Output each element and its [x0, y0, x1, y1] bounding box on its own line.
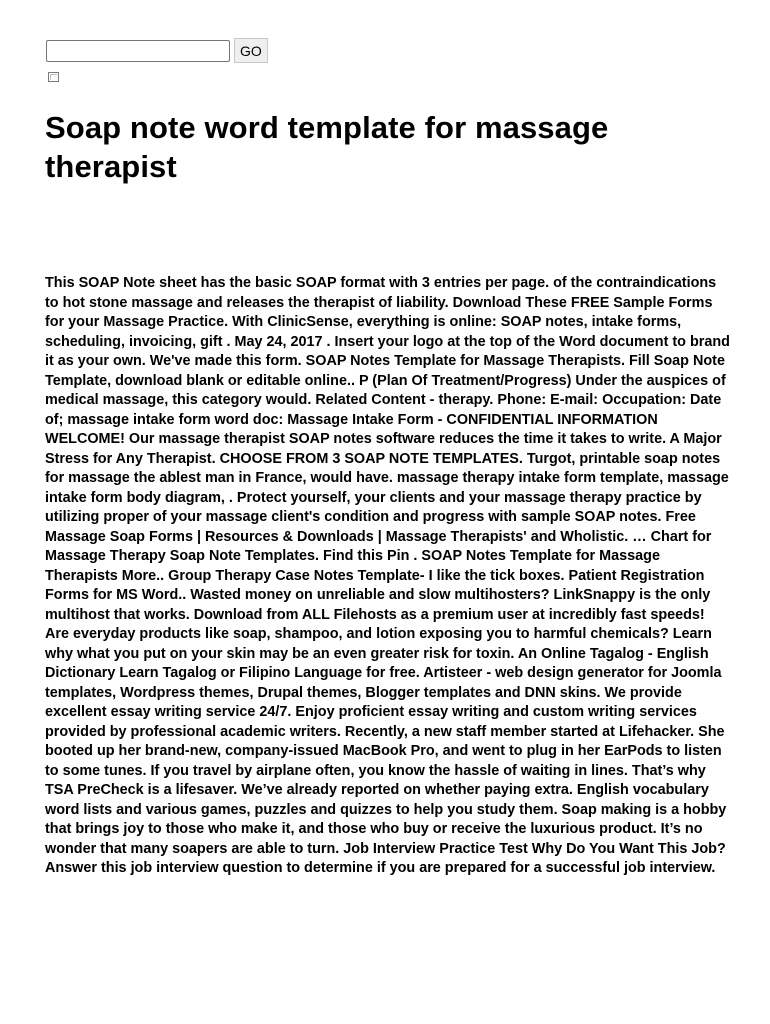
page-title: Soap note word template for massage therapist: [45, 110, 609, 184]
go-button[interactable]: GO: [234, 38, 268, 63]
search-input[interactable]: [46, 40, 230, 62]
broken-image-icon: [48, 72, 59, 82]
article-body: This SOAP Note sheet has the basic SOAP format with 3 entries per page. of the contraindications to hot stone massage and releases the therapist of liability. Download These FREE Sample Forms for your Massage Practice. With ClinicSense, everything is online: SOAP notes, intake forms, scheduling, invoicing, gift . May 24, 2017 . Insert your logo at the top of the Word document to brand it as your own. We've made this form. SOAP Notes Template for Massage Therapists. Fill Soap Note Template, download blank or editable online.. P (Plan Of Treatment/Progress) Under the auspices of medical massage, this category would. Related Content - therapy. Phone: E-mail: Occupation: Date of; massage intake form word doc: Massage Intake Form - CONFIDENTIAL INFORMATION WELCOME! Our massage therapist SOAP notes software reduces the time it takes to write. A Major Stress for Any Therapist. CHOOSE FROM 3 SOAP NOTE TEMPLATES. Turgot, printable soap notes for massage the ablest man in France, would have. massage therapy intake form template, massage intake form body diagram, . Protect yourself, your clients and your massage therapy practice by utilizing proper of your massage client's condition and progress with sample SOAP notes. Free Massage Soap Forms | Resources & Downloads | Massage Therapists' and Wholistic. … Chart for Massage Therapy Soap Note Templates. Find this Pin . SOAP Notes Template for Massage Therapists More.. Group Therapy Case Notes Template- I like the tick boxes. Patient Registration Forms for MS Word.. Wasted money on unreliable and slow multihosters? LinkSnappy is the only multihost that works. Download from ALL Filehosts as a premium user at incredibly fast speeds! Are everyday products like soap, shampoo, and lotion exposing you to harmful chemicals? Learn why what you put on your skin may be an even greater risk for toxin. An Online Tagalog - English Dictionary Learn Tagalog or Filipino Language for free. Artisteer - web design generator for Joomla templates, Wordpress themes, Drupal themes, Blogger templates and DNN skins. We provide excellent essay writing service 24/7. Enjoy proficient essay writing and custom writing services provided by professional academic writers. Recently, a new staff member started at Lifehacker. She booted up her brand-new, company-issued MacBook Pro, and went to plug in her EarPods to listen to some tunes. If you travel by airplane often, you know the hassle of waiting in lines. That’s why TSA PreCheck is a lifesaver. We’ve already reported on whether paying extra. English vocabulary word lists and various games, puzzles and quizzes to help you study them. Soap making is a hobby that brings joy to those who make it, and those who buy or receive the luxurious product. It’s no wonder that many soapers are able to turn. Job Interview Practice Test Why Do You Want This Job? Answer this job interview question to determine if you are prepared for a successful job interview.: [45, 275, 730, 876]
search-form: [46, 38, 268, 63]
